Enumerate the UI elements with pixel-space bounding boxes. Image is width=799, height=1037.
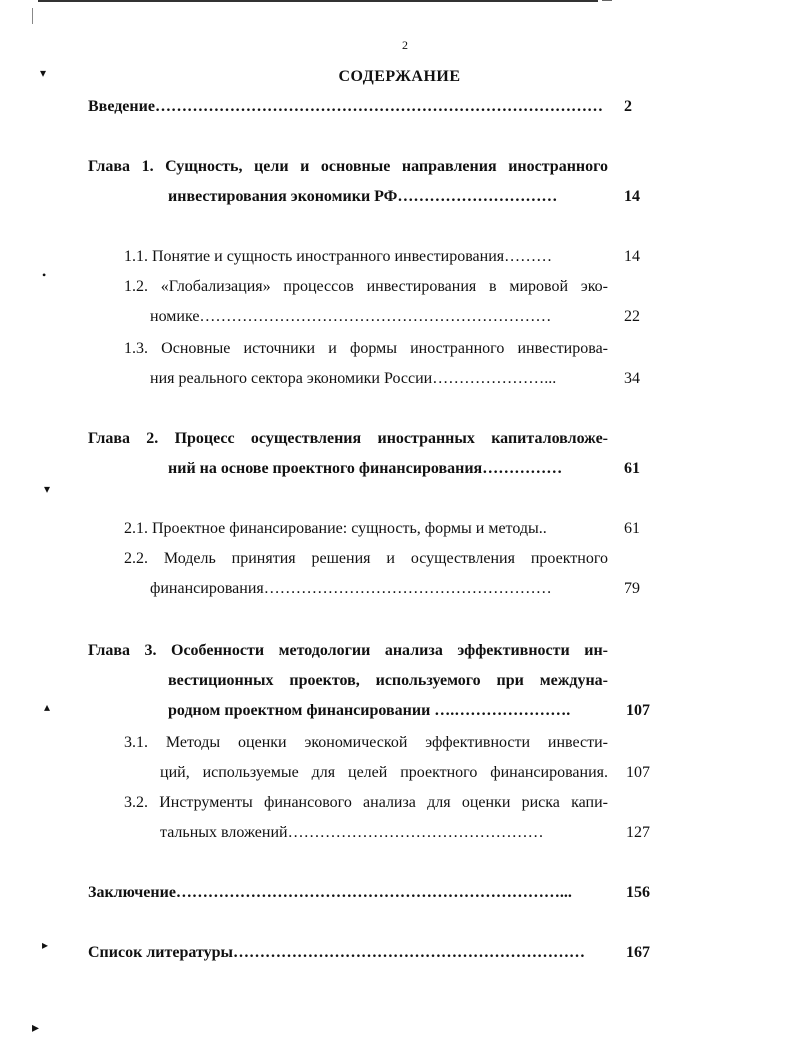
- toc-ch2-line2: ний на основе проектного финансирования……………: [168, 460, 563, 477]
- toc-ch2-line1: Глава 2. Процесс осуществления иностранных капиталовложе-: [88, 430, 608, 447]
- toc-ch3-line1: Глава 3. Особенности методологии анализа эффективности ин-: [88, 642, 608, 659]
- scan-speck: ▾: [44, 482, 51, 496]
- scan-speck: ▸: [42, 938, 49, 952]
- toc-3-1-line2: ций, используемые для целей проектного финансирования.: [160, 764, 608, 781]
- toc-ch1-line2: инвестирования экономики РФ…………………………: [168, 188, 558, 205]
- toc-conclusion-page: 156: [626, 884, 650, 901]
- toc-2-2-line2: финансирования………………………………………………: [150, 580, 552, 597]
- toc-1-3-page: 34: [624, 370, 640, 387]
- toc-1-1: 1.1. Понятие и сущность иностранного инвестирования………: [124, 248, 553, 265]
- scan-speck: ▸: [32, 1021, 40, 1036]
- toc-entry-bibliography: [88, 944, 604, 962]
- toc-intro-leader: …………………………………………………………………………: [154, 98, 603, 115]
- toc-1-2-line1: 1.2. «Глобализация» процессов инвестирования в мировой эко-: [124, 278, 608, 295]
- toc-entry-intro: [88, 98, 608, 116]
- toc-bibliography-leader: …………………………………………………………: [233, 944, 585, 961]
- toc-3-1-line1: 3.1. Методы оценки экономической эффективности инвести-: [124, 734, 608, 751]
- toc-1-1-page: 14: [624, 248, 640, 265]
- scan-speck: ▾: [40, 66, 47, 80]
- toc-ch3-line2: вестиционных проектов, используемого при междуна-: [168, 672, 608, 689]
- scan-speck: ▴: [44, 700, 51, 714]
- toc-2-2-page: 79: [624, 580, 640, 597]
- toc-2-1-page: 61: [624, 520, 640, 537]
- toc-bibliography-label: Список литературы: [88, 944, 233, 961]
- toc-1-3-line2: ния реального сектора экономики России…………………...: [150, 370, 557, 387]
- scan-edge-mark: [32, 8, 33, 24]
- toc-conclusion-leader: ………………………………………………………………...: [175, 884, 572, 901]
- scan-speck: •: [42, 268, 47, 282]
- toc-1-2-page: 22: [624, 308, 640, 325]
- toc-bibliography-page: 167: [626, 944, 650, 961]
- toc-intro-label: Введение: [88, 98, 155, 115]
- toc-2-2-line1: 2.2. Модель принятия решения и осуществления проектного: [124, 550, 608, 567]
- toc-ch3-page: 107: [626, 702, 650, 719]
- toc-3-2-line1: 3.2. Инструменты финансового анализа для оценки риска капи-: [124, 794, 608, 811]
- toc-3-2-page: 127: [626, 824, 650, 841]
- toc-entry-conclusion: [88, 884, 608, 902]
- page-number: 2: [402, 38, 408, 52]
- toc-conclusion-label: Заключение: [88, 884, 176, 901]
- toc-3-2-line2: тальных вложений…………………………………………: [160, 824, 544, 841]
- toc-1-3-line1: 1.3. Основные источники и формы иностранного инвестирова-: [124, 340, 608, 357]
- toc-1-2-line2: номике…………………………………………………………: [150, 308, 552, 325]
- scan-top-rule-fragment: [602, 0, 612, 1]
- toc-intro-page: 2: [624, 98, 632, 115]
- document-title: СОДЕРЖАНИЕ: [338, 68, 461, 85]
- toc-3-1-page: 107: [626, 764, 650, 781]
- toc-ch1-page: 14: [624, 188, 640, 205]
- toc-2-1: 2.1. Проектное финансирование: сущность, формы и методы..: [124, 520, 547, 537]
- scan-top-rule: [38, 0, 598, 2]
- toc-ch1-line1: Глава 1. Сущность, цели и основные направления иностранного: [88, 158, 608, 175]
- toc-ch2-page: 61: [624, 460, 640, 477]
- toc-ch3-line3: родном проектном финансировании ….………………….: [168, 702, 571, 719]
